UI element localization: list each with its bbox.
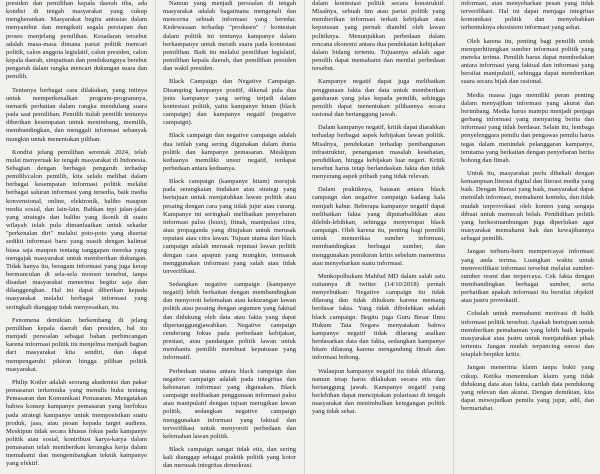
text-column-2 (155, 0, 296, 474)
paragraph: Jangan terburu-buru mempercayai informasi yang anda terima. Luangkan waktu untuk memverifikasi informasi tersebut melalui sumber-sumber resmi dan terpercaya. Cek fakta dengan membandingkan berbagai sumber, serta perhatikan apakah informasi itu bersifat objektif atau justru provokatif. (461, 248, 594, 305)
paragraph: Cobalah untuk memahami motivasi di balik informasi politik tersebut. Apakah bertujuan untuk memberikan pemahaman yang lebih baik kepada masyarakat atau justru untuk menjatuhkan pihak tertentu. Jangan mudah terpancing emosi dan tetaplah berpikir kritis. (461, 310, 594, 359)
paragraph: Walaupun kampanye negatif itu tidak dilarang, namun tetap harus dilakukan secara etis dan bertanggung jawab. Kampanye negatif yang berlebihan dapat menciptakan polarisasi di tengah masyarakat dan menimbulkan ketegangan politik yang tidak sehat. (312, 367, 445, 416)
text-column-1 (6, 0, 147, 474)
paragraph: Black campaign dan negative campaign adalah dua istilah yang sering digunakan dalam dunia politik dan kampanye pemasaran. Meskipun keduanya memiliki unsur negatif, terdapat perbedaan antara keduanya. (163, 132, 296, 172)
paragraph: Menkopolhukam Mahfud MD dalam salah satu cuitannya di twitter (14/10/2018) pernah menyebutkan: Negative campaign itu tidak dilarang dan tidak dihukum karena memang berdasar fakta. Yang tidak dibolehkan adalah black campaign. Begitu juga Guru Besar Ilmu Hukum Tata Negara menyatakan bahwa kampanye negatif tidak dilarang asalkan berdasarkan data dan fakta, sedangkan kampanye hitam dilarang karena mengandung fitnah dan informasi bohong. (312, 272, 445, 362)
text-column-4 (453, 0, 594, 474)
paragraph: Black campaign (kampanye hitam) merujuk pada serangkaian tindakan atau strategi yang bertujuan untuk menjatuhkan lawan politik atau pesaing dengan cara yang tidak jujur atau curang. Kampanye ini seringkali melibatkan penyebaran informasi palsu (hoax), fitnah, manipulasi citra, atau propaganda yang ditujukan untuk merusak reputasi atau citra lawan. Tujuan utama dari black campaign adalah merusak reputasi lawan politik dengan cara apapun yang mungkin, termasuk menggunakan informasi yang salah atau tidak terverifikasi. (163, 178, 296, 275)
paragraph: Tentunya berbagai cara dilakukan, yang intinya untuk memperkenalkan program-programnya, menarik perhatian dalam rangka mendulang suara pada saat pemilihan. Pemilih itulah pemilih tentunya diberikan kesempatan untuk menimbang, memilih, membandingkan, dan menggali informasi sebanyak mungkin untuk menentukan pilihan. (6, 86, 147, 143)
paragraph: Media massa juga memiliki peran penting dalam menyajikan informasi yang akurat dan berimbang. Media harus mampu menjadi penjaga gerbang informasi yang menyaring berita dan informasi yang tidak berdasar. Selain itu, lembaga penyelenggara pemilu dan pengawas pemilu harus tegas dalam menindak pelanggaran kampanye, terutama yang berkaitan dengan penyebaran berita bohong dan fitnah. (461, 91, 594, 164)
paragraph: Perbedaan utama antara black campaign dan negative campaign adalah pada integritas dan kebenaran informasi yang digunakan. Black campaign melibatkan penggunaan informasi palsu atau manipulatif dengan tujuan merugikan lawan politik, sedangkan negative campaign menggunakan informasi yang faktual dan terverifikasi untuk menyoroti perbedaan dan kelemahan lawan politik. (163, 367, 296, 440)
paragraph: informasi, atau menyebarkan pesan yang tidak terverifikasi. Hal ini dapat menjaga integritas komunikasi politik dan menyebabkan terbentuknya ekosistem informasi yang sehat. (461, 0, 594, 32)
paragraph: Dalam praktiknya, batasan antara black campaign dan negative campaign kadang kala menjadi kabur. Beberapa kampanye negatif dapat melibatkan fakta yang diputarbalikkan atau dilebih-lebihkan, sehingga menyerupai black campaign. Oleh karena itu, penting bagi pemilih untuk memeriksa sumber informasi, membandingkan berbagai sumber, dan menggunakan pemikiran kritis sebelum menerima atau menyebarkan suatu informasi. (312, 186, 445, 267)
paragraph: Black campaign sangat tidak etis, dan sering kali dianggap sebagai praktik politik yang kotor dan merusak integritas demokrasi. (163, 445, 296, 470)
paragraph: presiden dan pemilihan kepala daerah tiba, ada kondisi di tengah masyarakat yang cukup mengherankan. Masyarakat begitu antusias dalam menyambut dan mengikuti segala persiapan dan proses menjelang pemilihan. Kesadaran tersebut adalah masa-masa dimana partai politik mencari politik, calon anggota legislatif, calon presiden, calon kepala daerah, simpatisan dan pendukungnya berebut pengaruh dalam rangka mencari dukungan suara dan pemilih. (6, 0, 147, 81)
paragraph: Kondisi jelang pemilihan serentak 2024, telah mulai menyeruak ke tengah masyarakat di Indonesia. Sebagian dengan berbagai pengaruh terhadap pemilih/calon pemilih, kita selalu melihat dalam berbagai kesempatan informasi politik melalui berbagai saluran informasi yang tersedia, baik media konvensional, online, elektronik, baliho maupun media sosial, dan lain-lain. Bahkan tepi jalan-jalan yang strategis dan baliho yang ikonik di suatu wilayah telah pula dimanfaatkan untuk sekadar "perkenalan diri" melalui poto-poto yang disertai sedikit informasi baru yang masih dengan kalimat biasa saja maupun tentang tanggapan mereka yang mengajak masyarakat untuk memberikan dukungan. Tidak hanya itu, beragam informasi yang juga kerap bermunculan di sela-sela momen tersebut, tanpa disadari masyarakat menerima begitu saja dan dilanggengkan. Hal ini dapat diberikan kepada masyarakat melalui berbagai informasi yang seringkali dianggap tidak menyesatkan, itu. (6, 148, 147, 311)
paragraph: Oleh karena itu, penting bagi pemilih untuk memperhitungkan sumber informasi politik yang mereka terima. Pemilih harus dapat membedakan antara informasi yang faktual dan informasi yang bersifat manipulatif, sehingga dapat memberikan suara secara bijak dan rasional. (461, 37, 594, 86)
paragraph: Jangan menerima klaim tanpa bukti yang cukup. Ketika menemukan klaim yang tidak didukung data atau fakta, carilah data pendukung yang relevan dan akurat. Dengan demikian, kita dapat mewujudkan pemilu yang jujur, adil, dan bermartabat. (461, 364, 594, 413)
paragraph: Sedangkan negative campaign (kampanye negatif) lebih berkaitan dengan membandingkan dan menyoroti kelemahan atau kekurangan lawan politik atau pesaing dengan argumen yang faktual dan didukung oleh data atau fakta yang dapat dipertanggungjawabkan. Negative campaign cenderung fokus pada perbedaan kebijakan, prestasi, atau pandangan politik lawan untuk membantu pemilih membuat keputusan yang informatif. (163, 281, 296, 362)
paragraph: Black Campaign dan Negative Campaign. Disamping kampanye positif, dikenal pula dua jenis kampanye yang sering terjadi dalam kontestasi politik, yaitu kampanye hitam (black campaign) dan kampanye negatif (negative campaign). (163, 78, 296, 127)
paragraph: Namun yang menjadi persoalan di tengah masyarakat adalah bagaimana mengenali dan mencerna sebuah informasi yang beredar. Kedewasaan terhadap "produsen" / kontestan dalam politik ini tentunya kampanye dalam berkampanye untuk meraih suara pada kontestasi pemilihan. Baik itu melalui pemilihan legislatif, pemilihan kepala daerah, dan pemilihan presiden dan wakil presiden. (163, 0, 296, 73)
paragraph: Philip Kotler adalah seorang akademisi dan pakar pemasaran terkemuka yang menulis buku tentang Pemasaran dan Komunikasi Pemasaran. Mengatakan bahwa konsep kampanye pemasaran yang berfokus pada strategi kampanye untuk memposisikan suatu produk, jasa, atau pesan kepada target audiens. Meskipun tidak secara khusus fokus pada kampanye politik atau sosial, kontribusi karya-karya dalam pemasaran telah memberikan kerangka kerja dalam memahami dan mengembangkan teknik kampanye yang efektif. (6, 378, 147, 468)
paragraph: Untuk itu, masyarakat perlu dibekali dengan kemampuan literasi digital dan literasi media yang baik. Dengan literasi yang baik, masyarakat dapat memilah informasi, memahami konteks, dan tidak mudah terprovokasi oleh konten yang sengaja dibuat untuk memecah belah. Pendidikan politik yang berkesinambungan juga diperlukan agar masyarakat memahami hak dan kewajibannya sebagai pemilih. (461, 169, 594, 243)
paragraph: Fenomena demikian berkembang di jelang pemilihan kepala daerah dan presiden, hal itu menjadi persoalan sebagai bahan perbincangan karena informasi politik itu menjelma menjadi bagian dari masyarakat kita sendiri, dan dapat mempengaruhi pikiran hingga pilihan politik masyarakat. (6, 316, 147, 373)
paragraph: dalam kontestasi politik secara konstruktif. Misalnya, sebuah tim atau partai politik yang memberikan informasi terkait kebijakan atau keputusan yang pernah diambil oleh lawan politiknya. Menunjukkan perbedaan dalam rencana ekonomi antara dua pendekatan kebijakan dalam bidang tertentu. Tujuannya adalah agar pemilih dapat memahami dan menilai perbedaan tersebut. (312, 0, 445, 73)
text-column-3 (304, 0, 445, 474)
paragraph: Dalam kampanye negatif, kritik dapat diarahkan terhadap berbagai aspek kebijakan lawan politik. Misalnya, pendekatan terhadap pembangunan infrastruktur, penanganan masalah kesehatan, pendidikan, hingga kebijakan luar negeri. Kritik tersebut harus tetap berlandaskan fakta dan tidak menyerang aspek pribadi yang tidak relevan. (312, 124, 445, 181)
paragraph: Kampanye negatif dapat juga melibatkan penggunaan fakta dan data untuk memberikan gambaran yang jelas kepada pemilih, sehingga pemilih dapat menentukan pilihannya secara rasional dan bertanggung jawab. (312, 78, 445, 119)
